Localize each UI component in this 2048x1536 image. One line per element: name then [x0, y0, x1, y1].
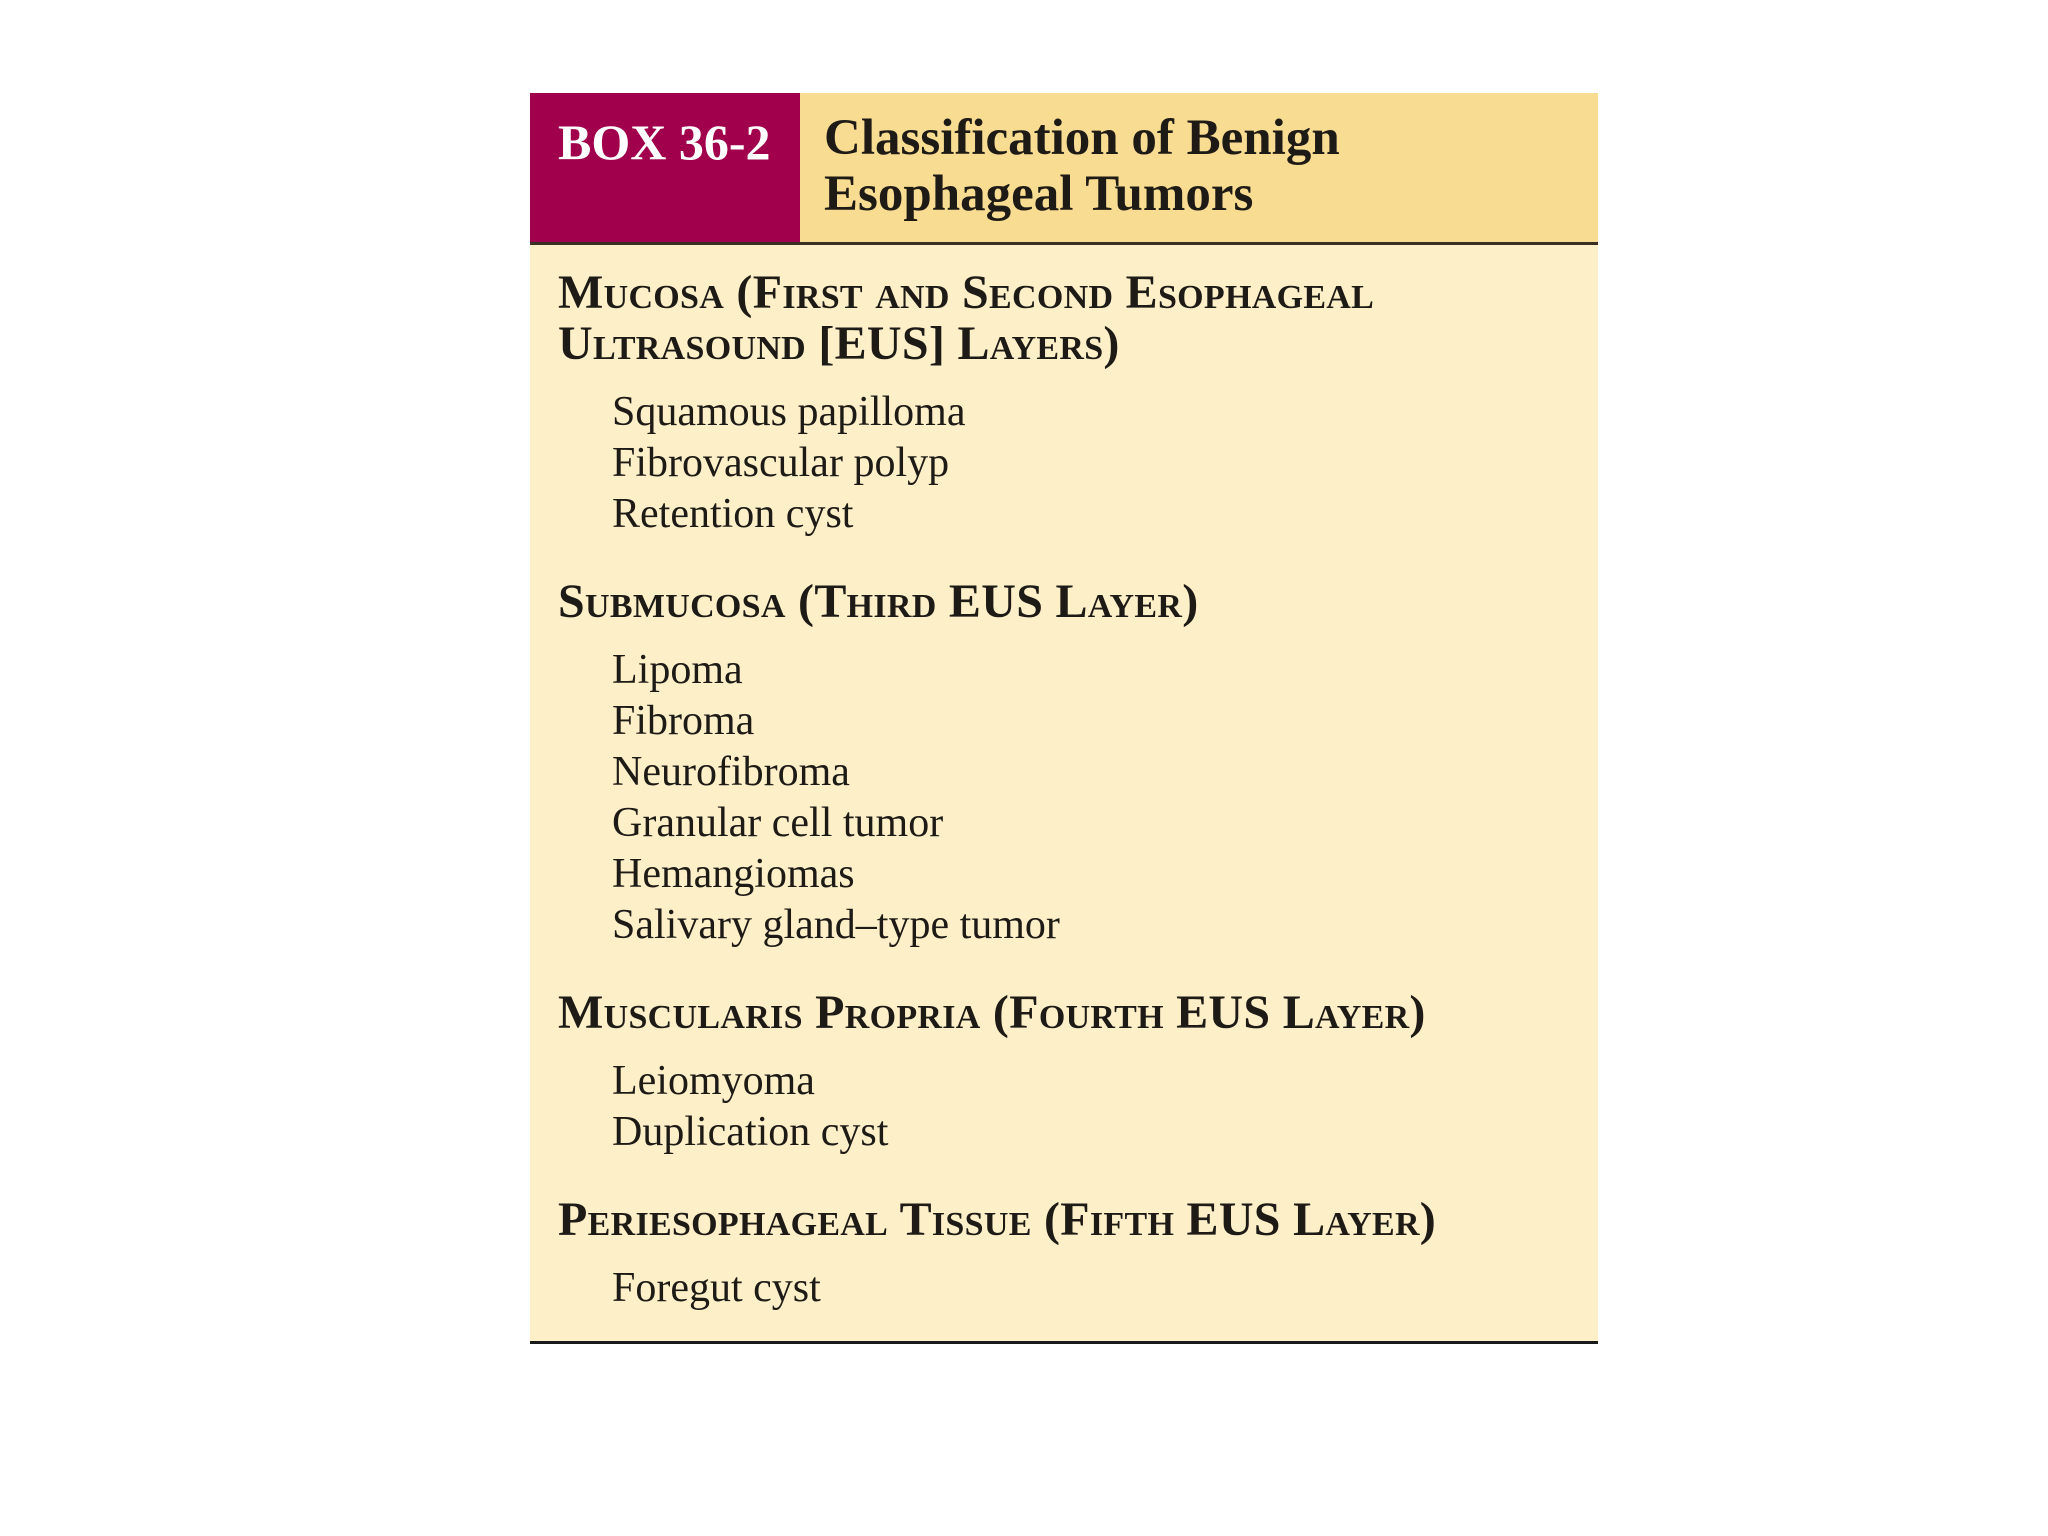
list-item: Granular cell tumor — [612, 800, 944, 846]
list-item: Salivary gland–type tumor — [612, 902, 1060, 948]
section-heading: Submucosa (Third EUS Layer) — [558, 575, 1199, 628]
section-muscularis-propria — [558, 987, 1598, 1158]
section-periesophageal-tissue — [558, 1194, 1598, 1314]
list-item: Retention cyst — [612, 491, 854, 537]
box-title: Classification of Benign Esophageal Tumors — [800, 93, 1598, 242]
list-item: Hemangiomas — [612, 851, 855, 897]
section-mucosa — [558, 267, 1598, 540]
list-item: Leiomyoma — [612, 1058, 815, 1104]
list-item: Duplication cyst — [612, 1109, 889, 1155]
box-header — [530, 93, 1598, 245]
section-heading: Muscularis Propria (Fourth EUS Layer) — [558, 986, 1426, 1039]
list-item: Lipoma — [612, 647, 743, 693]
section-heading: Mucosa (First and Second Esophageal Ultrasound [EUS] Layers) — [558, 266, 1375, 370]
classification-box — [530, 93, 1598, 1344]
box-number-label: BOX 36-2 — [530, 93, 800, 242]
list-item: Fibroma — [612, 698, 755, 744]
list-item: Squamous papilloma — [612, 389, 966, 435]
list-item: Neurofibroma — [612, 749, 850, 795]
box-body — [530, 245, 1598, 1314]
section-submucosa — [558, 576, 1598, 951]
list-item: Fibrovascular polyp — [612, 440, 950, 486]
section-heading: Periesophageal Tissue (Fifth EUS Layer) — [558, 1193, 1437, 1246]
list-item: Foregut cyst — [612, 1265, 821, 1311]
